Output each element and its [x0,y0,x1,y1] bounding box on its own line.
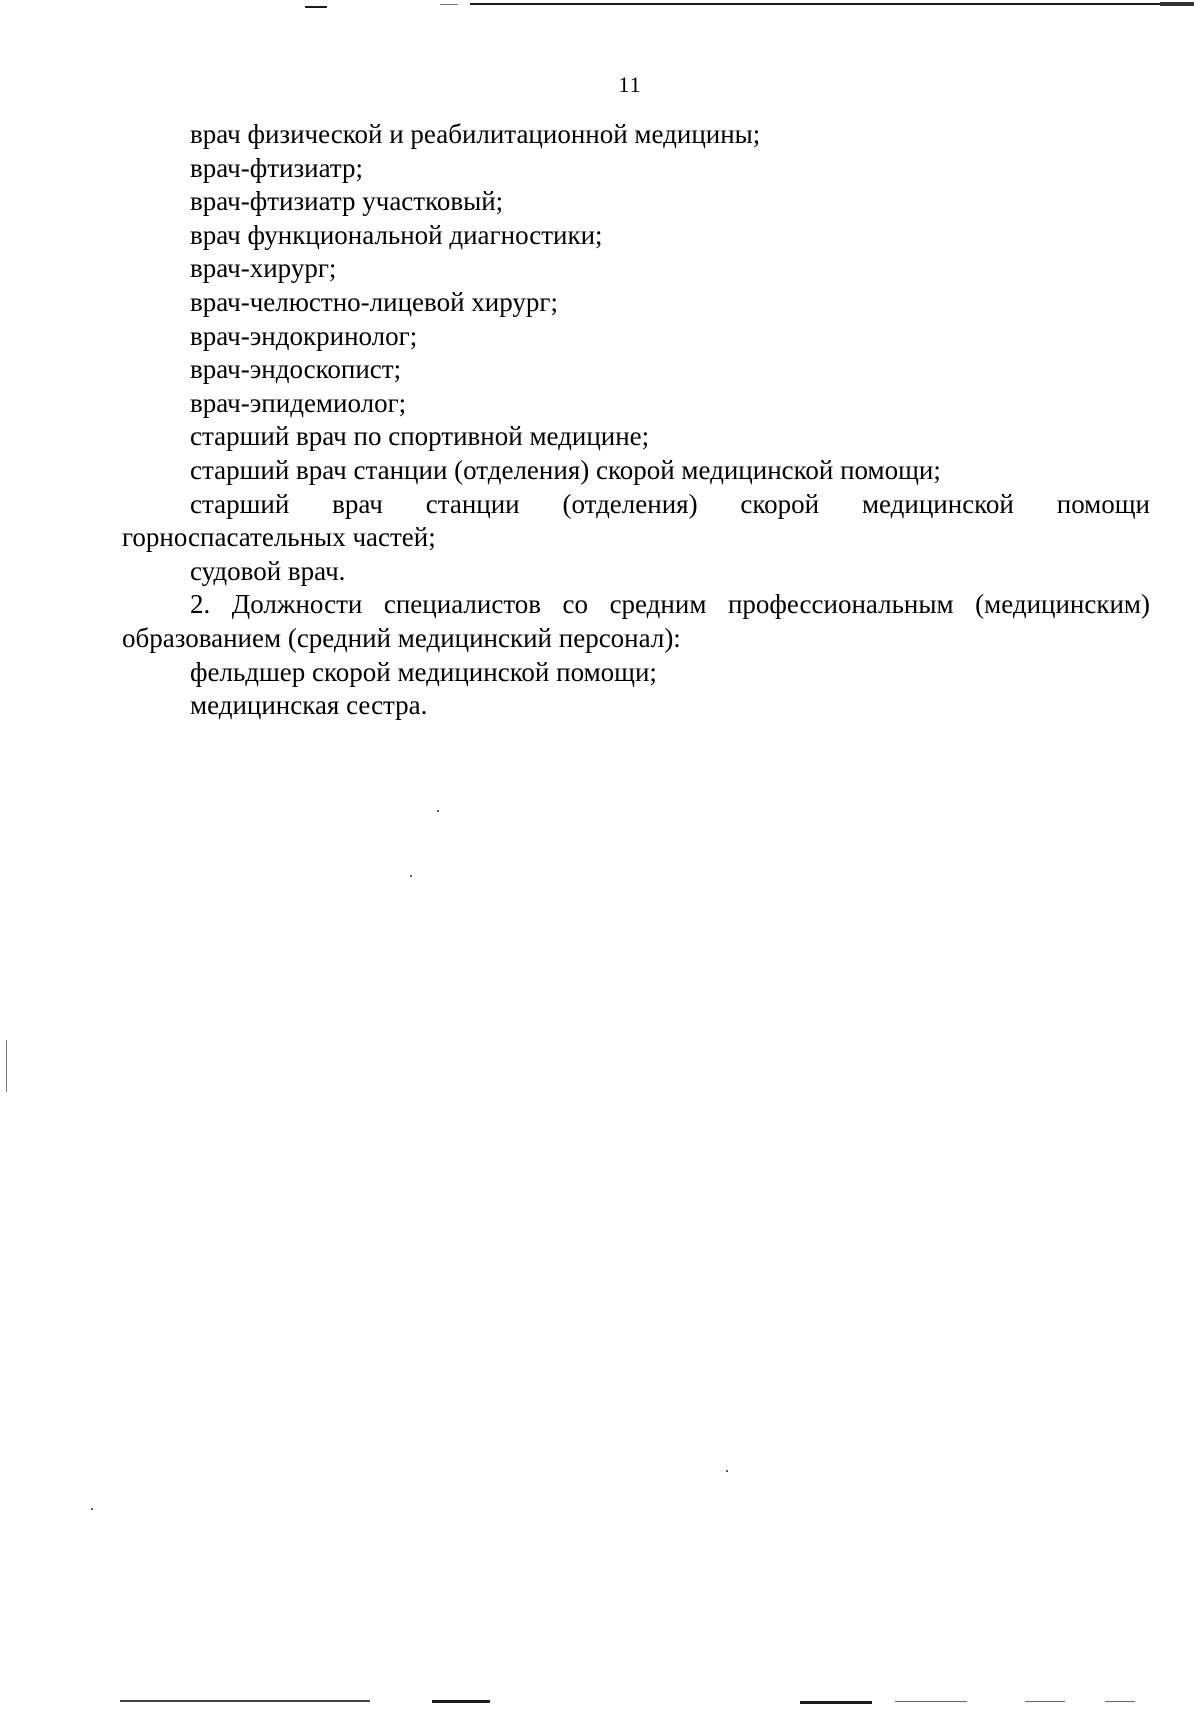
list-item: врач-эндоскопист; [190,354,402,385]
list-item: фельдшер скорой медицинской помощи; [190,656,657,687]
list-item-wrapped: старший врач станции (отделения) скорой медицинской помощи горноспасательных частей; [122,488,1150,553]
scan-edge-line [432,1700,490,1703]
scan-speck [726,1470,728,1472]
list-item: врач-хирург; [190,253,337,284]
section-heading: 2. Должности специалистов со средним профессиональным (медицинским) образованием (средний медицинский персонал): [122,589,1150,653]
page-number: 11 [618,72,642,97]
document-body [122,118,1150,723]
list-item: врач-челюстно-лицевой хирург; [190,286,558,317]
list-item: судовой врач. [190,555,346,586]
scan-edge-line [800,1701,872,1704]
list-item: врач функциональной диагностики; [190,219,603,250]
scan-margin-mark [6,1040,7,1092]
scan-edge-line [1105,1701,1135,1702]
scan-edge-line [120,1700,370,1702]
scan-edge-line [470,3,1160,5]
list-item: врач-эпидемиолог; [190,387,407,418]
list-item: старший врач по спортивной медицине; [190,421,650,452]
scan-speck [91,1508,93,1510]
list-item: медицинская сестра. [190,690,428,721]
scan-edge-line [305,6,327,8]
scan-edge-line [440,4,458,5]
list-item: врач-фтизиатр участковый; [190,186,504,217]
list-item: врач-эндокринолог; [190,320,418,351]
list-item: врач физической и реабилитационной медицины; [190,119,761,149]
scan-edge-line [895,1701,967,1702]
scan-speck [437,810,439,812]
list-item: старший врач станции (отделения) скорой медицинской помощи; [190,454,941,485]
scan-edge-line [1160,2,1194,6]
scan-edge-line [1025,1701,1065,1702]
scan-speck [410,875,412,877]
list-item: врач-фтизиатр; [190,152,363,183]
